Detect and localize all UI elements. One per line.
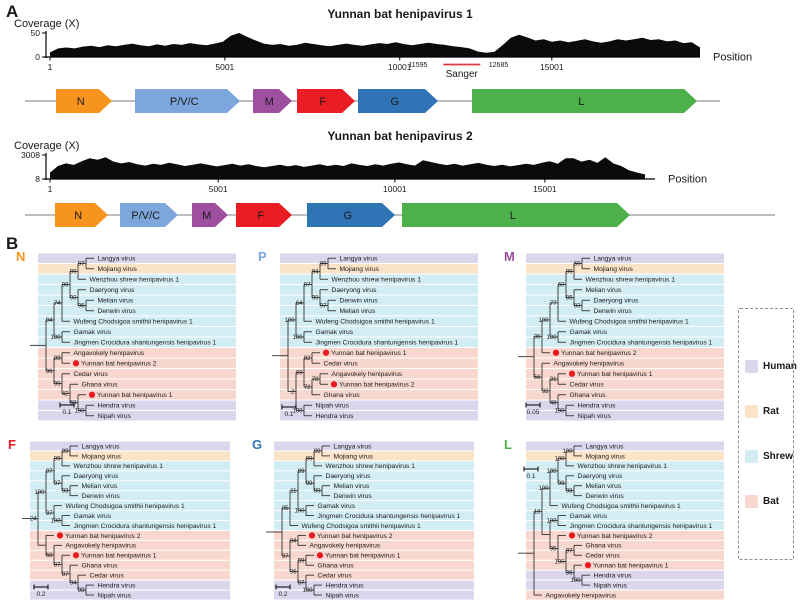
host-band (274, 488, 474, 500)
taxon-label: Daeryong virus (325, 473, 371, 481)
scale-bar-label: 0.1 (284, 411, 294, 418)
taxon-label: Yunnan bat henipavirus 1 (331, 350, 407, 358)
taxon-label: Mojiang virus (593, 266, 633, 274)
bootstrap-value: 97 (303, 282, 311, 289)
host-band (38, 254, 236, 264)
taxon-label: Jingmen Crocidura shantungensis henipavirus 1 (73, 522, 217, 530)
bootstrap-value: 90 (69, 295, 77, 302)
panel-a-letter: A (6, 2, 19, 21)
bootstrap-value: 100 (292, 335, 303, 341)
novel-virus-dot (585, 562, 591, 568)
phylo-tree-m (518, 249, 724, 423)
bootstrap-value: 100 (284, 317, 295, 324)
bootstrap-value: 100 (554, 408, 565, 415)
taxon-label: Cedar virus (317, 572, 352, 580)
taxon-label: Yunnan bat henipavirus 1 (81, 552, 157, 560)
taxon-label: Yunnan bat henipavirus 2 (65, 532, 141, 540)
phylo-tree-p (272, 249, 478, 423)
gene-label: N (74, 210, 83, 222)
taxon-label: Mojiang virus (585, 453, 625, 461)
bootstrap-value: 93 (61, 488, 69, 495)
taxon-label: Hendra virus (325, 582, 364, 590)
taxon-label: Cedar virus (73, 371, 108, 379)
y-max-label: 3008 (21, 150, 40, 160)
taxon-label: Melian virus (339, 308, 376, 316)
bootstrap-value: 94 (69, 580, 77, 587)
bootstrap-value: 92 (541, 388, 549, 395)
taxon-label: Wufeng Chodsigoa smithii henipavirus 1 (569, 318, 689, 326)
taxon-label: Wenzhou shrew henipavirus 1 (331, 276, 421, 284)
bootstrap-value: 36 (533, 334, 541, 341)
bootstrap-value: 42 (61, 391, 69, 398)
taxon-label: Denwin virus (339, 297, 378, 305)
bootstrap-value: 99 (77, 588, 85, 595)
legend-item-human (745, 360, 797, 373)
bootstrap-value: 99 (297, 468, 305, 475)
taxon-label: Angavokely henipavirus (545, 592, 617, 600)
taxon-label: Wufeng Chodsigoa smithii henipavirus 1 (561, 502, 681, 510)
gene-label: F (257, 210, 265, 222)
taxon-label: Ghana virus (81, 381, 118, 389)
y-min-label: 8 (35, 174, 40, 184)
taxon-label: Yunnan bat henipavirus 2 (317, 532, 393, 540)
taxon-label: Wenzhou shrew henipavirus 1 (325, 463, 415, 471)
bootstrap-value: 56 (533, 375, 541, 382)
plot1-coverage-axis-label: Coverage (X) (14, 18, 80, 30)
host-band (274, 442, 474, 451)
taxon-label: Mojiang virus (339, 266, 379, 274)
taxon-label: Jingmen Crocidura shantungensis henipavirus 1 (315, 339, 459, 347)
taxon-label: Denwin virus (585, 493, 624, 501)
tree-m-letter: M (504, 249, 515, 264)
taxon-label: Hendra virus (577, 402, 616, 410)
phylo-tree-f (22, 437, 230, 602)
legend-label-shrew: Shrew (763, 451, 794, 462)
taxon-label: Gamak virus (73, 512, 112, 520)
host-band (280, 261, 478, 274)
bootstrap-value: 99 (53, 456, 61, 463)
bootstrap-value: 99 (305, 481, 313, 488)
bootstrap-value: 77 (549, 300, 557, 307)
taxon-label: Yunnan bat henipavirus 2 (81, 360, 157, 368)
taxon-label: Angavokely henipavirus (331, 371, 403, 379)
bootstrap-value: 98 (61, 282, 69, 289)
taxon-label: Nipah virus (315, 402, 349, 410)
scale-bar-label: 0.2 (278, 591, 288, 598)
genome-map-1 (0, 84, 800, 120)
host-band (38, 261, 236, 274)
novel-virus-dot (553, 350, 559, 356)
host-band (30, 468, 230, 480)
legend-label-human: Human (763, 361, 797, 372)
host-band (274, 571, 474, 580)
taxon-label: Wufeng Chodsigoa smithii henipavirus 1 (301, 522, 421, 530)
host-band (38, 380, 236, 390)
taxon-label: Jingmen Crocidura shantungensis henipavirus 1 (569, 339, 713, 347)
taxon-label: Hendra virus (97, 582, 136, 590)
taxon-label: Daeryong virus (577, 473, 623, 481)
gene-label: F (319, 96, 327, 108)
bootstrap-value: 94 (311, 269, 319, 276)
gene-label: L (578, 96, 585, 108)
novel-virus-dot (57, 532, 63, 538)
bootstrap-value: 84 (289, 538, 297, 545)
bootstrap-value: 99 (557, 481, 565, 488)
taxon-label: Angavokely henipavirus (553, 360, 625, 368)
bootstrap-value: 11 (290, 488, 297, 495)
taxon-label: Yunnan bat henipavirus 1 (325, 552, 401, 560)
taxon-label: Wufeng Chodsigoa smithii henipavirus 1 (65, 502, 185, 510)
bootstrap-value: 99 (313, 488, 321, 495)
genome-map-2 (0, 198, 800, 234)
host-band (38, 296, 236, 306)
bootstrap-value: 37 (45, 511, 53, 518)
host-band (30, 571, 230, 580)
host-legend (738, 308, 797, 560)
taxon-label: Cedar virus (89, 572, 124, 580)
taxon-label: Gamak virus (73, 329, 112, 337)
novel-virus-dot (323, 350, 329, 356)
bootstrap-value: 97 (77, 261, 85, 268)
taxon-label: Gamak virus (317, 502, 356, 510)
taxon-label: Yunnan bat henipavirus 1 (593, 562, 669, 570)
panel-b-letter: B (6, 234, 19, 253)
bootstrap-value: 99 (565, 269, 573, 276)
novel-virus-dot (89, 392, 95, 398)
bootstrap-value: 95 (549, 546, 557, 553)
taxon-label: Ghana virus (585, 542, 622, 550)
taxon-label: Cedar virus (323, 360, 358, 368)
sanger-label: Sanger (445, 69, 478, 80)
bootstrap-value: 18 (533, 509, 541, 516)
bootstrap-value: 100 (292, 408, 303, 415)
taxon-label: Jingmen Crocidura shantungensis henipavirus 1 (73, 339, 217, 347)
x-tick-label: 1 (47, 184, 53, 194)
bootstrap-value: 69 (295, 370, 303, 377)
scale-bar-label: 0.1 (526, 473, 536, 480)
bootstrap-value: 87 (297, 580, 305, 587)
bootstrap-value: 99 (319, 261, 327, 268)
gene-label: M (264, 96, 274, 108)
coverage-plot-2 (0, 148, 800, 198)
bootstrap-value: 99 (305, 456, 313, 463)
legend-item-bat (745, 495, 793, 508)
gene-label: M (202, 210, 212, 222)
tree-f-letter: F (8, 437, 16, 452)
tree-p-letter: P (258, 249, 267, 264)
taxon-label: Nipah virus (325, 592, 359, 600)
bootstrap-value: 100 (74, 408, 85, 415)
bootstrap-value: 97 (319, 303, 327, 310)
taxon-label: Yunnan bat henipavirus 1 (577, 371, 653, 379)
bootstrap-value: 100 (294, 508, 305, 515)
bootstrap-value: 60 (573, 261, 581, 268)
bootstrap-value: 87 (61, 571, 69, 578)
taxon-label: Melian virus (585, 287, 622, 295)
taxon-label: Denwin virus (81, 493, 120, 501)
bootstrap-value: 31 (549, 377, 557, 383)
legend-item-rat (745, 405, 793, 418)
novel-virus-dot (331, 381, 337, 387)
bootstrap-value: 95 (281, 506, 289, 513)
taxon-label: Ghana virus (81, 562, 118, 570)
taxon-label: Gamak virus (569, 329, 608, 337)
taxon-label: Hendra virus (97, 402, 136, 410)
host-band (274, 448, 474, 463)
x-tick-label: 15001 (533, 184, 557, 194)
novel-virus-dot (73, 552, 79, 558)
bootstrap-value: 98 (565, 488, 573, 495)
taxon-label: Wenzhou shrew henipavirus 1 (89, 276, 179, 284)
bootstrap-value: 97 (53, 481, 61, 488)
gene-label: N (76, 96, 85, 108)
bootstrap-value: 97 (565, 548, 573, 555)
taxon-label: Angavokely henipavirus (65, 542, 137, 550)
taxon-label: Daeryong virus (331, 287, 377, 295)
bootstrap-value: 64 (295, 300, 303, 307)
bootstrap-value: 99 (311, 295, 319, 302)
taxon-label: Gamak virus (315, 329, 354, 337)
taxon-label: Daeryong virus (593, 297, 639, 305)
y-max-label: 50 (30, 28, 40, 38)
coverage-area (50, 157, 645, 179)
legend-label-rat: Rat (763, 406, 780, 417)
position-label: Position (668, 173, 708, 186)
taxon-label: Wenzhou shrew henipavirus 1 (585, 276, 675, 284)
taxon-label: Langya virus (339, 255, 378, 263)
taxon-label: Nipah virus (593, 582, 627, 590)
host-band (526, 390, 724, 400)
bootstrap-value: 94 (45, 317, 53, 324)
phylo-tree-n (30, 249, 236, 423)
taxon-label: Melian virus (81, 483, 118, 491)
gene-label: P/V/C (131, 210, 161, 222)
gene-arrow (402, 203, 630, 227)
gene-label: L (509, 210, 516, 222)
bootstrap-value: 48 (549, 400, 557, 407)
bootstrap-value: 83 (573, 303, 581, 310)
taxon-label: Nipah virus (577, 413, 611, 421)
gene-label: P/V/C (169, 96, 199, 108)
taxon-label: Yunnan bat henipavirus 1 (97, 392, 173, 400)
bootstrap-value: 2 (291, 389, 295, 396)
taxon-label: Langya virus (97, 255, 136, 263)
scale-bar-label: 0.1 (62, 409, 72, 416)
x-tick-label: 15001 (539, 62, 564, 72)
sanger-end-label: 12685 (488, 62, 509, 69)
bootstrap-value: 69 (69, 400, 77, 407)
taxon-label: Langya virus (585, 443, 624, 451)
taxon-label: Yunnan bat henipavirus 2 (339, 381, 415, 389)
gene-label: G (343, 210, 353, 222)
bat-color-swatch (745, 495, 758, 508)
position-label: Position (713, 51, 753, 64)
bootstrap-value: 78 (311, 377, 319, 383)
novel-virus-dot (317, 552, 323, 558)
bootstrap-value: 96 (45, 368, 53, 375)
bootstrap-value: 36 (565, 570, 573, 577)
taxon-label: Mojiang virus (333, 453, 373, 461)
taxon-label: Ghana virus (323, 392, 360, 400)
taxon-label: Nipah virus (97, 592, 131, 600)
bootstrap-value: 100 (554, 456, 565, 463)
bootstrap-value: 100 (546, 468, 557, 475)
x-tick-label: 5001 (208, 184, 228, 194)
bootstrap-value: 97 (45, 468, 53, 475)
host-band (280, 296, 478, 306)
coverage-plot-1 (0, 26, 800, 84)
x-tick-label: 1 (47, 62, 53, 72)
bootstrap-value: 99 (313, 448, 321, 455)
taxon-label: Cedar virus (585, 552, 620, 560)
sanger-start-label: 11595 (408, 62, 428, 69)
taxon-label: Melian virus (97, 297, 134, 305)
bootstrap-value: 100 (546, 335, 557, 341)
bootstrap-value: 99 (61, 448, 69, 455)
taxon-label: Yunnan bat henipavirus 2 (561, 350, 637, 358)
bootstrap-value: 24 (29, 516, 37, 523)
host-band (30, 442, 230, 451)
taxon-label: Melian virus (585, 483, 622, 491)
taxon-label: Angavokely henipavirus (73, 350, 145, 358)
bootstrap-value: 100 (302, 588, 313, 595)
bootstrap-value: 96 (77, 303, 85, 310)
taxon-label: Denwin virus (97, 308, 136, 316)
taxon-label: Jingmen Crocidura shantungensis henipavirus 1 (569, 522, 713, 530)
taxon-label: Ghana virus (569, 392, 606, 400)
taxon-label: Wenzhou shrew henipavirus 1 (577, 463, 667, 471)
taxon-label: Mojiang virus (97, 266, 137, 274)
bootstrap-value: 72 (303, 384, 311, 391)
bootstrap-value: 100 (546, 518, 557, 525)
gene-label: G (390, 96, 400, 108)
x-tick-label: 10001 (383, 184, 407, 194)
taxon-label: Denwin virus (593, 308, 632, 316)
host-band (280, 390, 478, 400)
taxon-label: Jingmen Crocidura shantungensis henipavirus 1 (317, 512, 461, 520)
taxon-label: Denwin virus (333, 493, 372, 501)
bootstrap-value: 59 (297, 558, 305, 565)
bootstrap-value: 100 (570, 578, 581, 585)
novel-virus-dot (569, 532, 575, 538)
y-min-label: 0 (35, 52, 40, 62)
novel-virus-dot (73, 360, 79, 366)
taxon-label: Hendra virus (315, 413, 354, 421)
bootstrap-value: 87 (53, 562, 61, 569)
plot2-coverage-axis-label: Coverage (X) (14, 140, 80, 152)
legend-label-bat: Bat (763, 496, 780, 507)
bootstrap-value: 92 (303, 356, 311, 362)
scale-bar-label: 0.2 (36, 591, 46, 598)
taxon-label: Langya virus (593, 255, 632, 263)
bootstrap-value: 100 (34, 489, 45, 496)
bootstrap-value: 100 (538, 317, 549, 324)
bootstrap-value: 89 (53, 356, 61, 362)
coverage-area (50, 33, 700, 57)
bootstrap-value: 97 (281, 553, 289, 560)
taxon-label: Mojiang virus (81, 453, 121, 461)
taxon-label: Wufeng Chodsigoa smithii henipavirus 1 (73, 318, 193, 326)
novel-virus-dot (309, 532, 315, 538)
taxon-label: Ghana virus (317, 562, 354, 570)
taxon-label: Langya virus (81, 443, 120, 451)
phylo-tree-l (518, 437, 724, 602)
tree-n-letter: N (16, 249, 26, 264)
bootstrap-value: 85 (565, 295, 573, 302)
taxon-label: Daeryong virus (89, 287, 135, 295)
bootstrap-value: 100 (554, 559, 565, 566)
legend-item-shrew (745, 450, 793, 463)
human-color-swatch (745, 360, 758, 373)
bootstrap-value: 68 (45, 552, 53, 559)
host-band (274, 481, 474, 490)
bootstrap-value: 60 (557, 282, 565, 289)
bootstrap-value: 99 (53, 381, 61, 388)
taxon-label: Nipah virus (97, 413, 131, 421)
bootstrap-value: 100 (562, 448, 573, 455)
host-band (30, 488, 230, 500)
taxon-label: Langya virus (333, 443, 372, 451)
bootstrap-value: 96 (289, 569, 297, 576)
taxon-label: Gamak virus (569, 512, 608, 520)
bootstrap-value: 100 (538, 486, 549, 493)
plot2-title: Yunnan bat henipavirus 2 (327, 129, 473, 143)
shrew-color-swatch (745, 450, 758, 463)
bootstrap-value: 100 (50, 518, 61, 525)
taxon-label: Yunnan bat henipavirus 2 (577, 532, 653, 540)
plot1-title: Yunnan bat henipavirus 1 (327, 7, 473, 21)
scale-bar-label: 0.05 (526, 409, 540, 416)
bootstrap-value: 99 (69, 269, 77, 276)
taxon-label: Cedar virus (569, 381, 604, 389)
tree-l-letter: L (504, 437, 512, 452)
phylo-tree-g (266, 437, 474, 602)
gene-arrow (472, 89, 697, 113)
bootstrap-value: 74 (53, 300, 61, 307)
bootstrap-value: 100 (50, 335, 61, 341)
novel-virus-dot (569, 371, 575, 377)
x-tick-label: 5001 (215, 62, 235, 72)
tree-g-letter: G (252, 437, 263, 452)
host-band (526, 442, 724, 451)
host-band (526, 282, 724, 295)
taxon-label: Wufeng Chodsigoa smithii henipavirus 1 (315, 318, 435, 326)
taxon-label: Hendra virus (593, 572, 632, 580)
taxon-label: Wenzhou shrew henipavirus 1 (73, 463, 163, 471)
taxon-label: Melian virus (333, 483, 370, 491)
rat-color-swatch (745, 405, 758, 418)
host-band (280, 254, 478, 264)
taxon-label: Angavokely henipavirus (309, 542, 381, 550)
x-tick-label: 10001 (387, 62, 412, 72)
taxon-label: Daeryong virus (73, 473, 119, 481)
